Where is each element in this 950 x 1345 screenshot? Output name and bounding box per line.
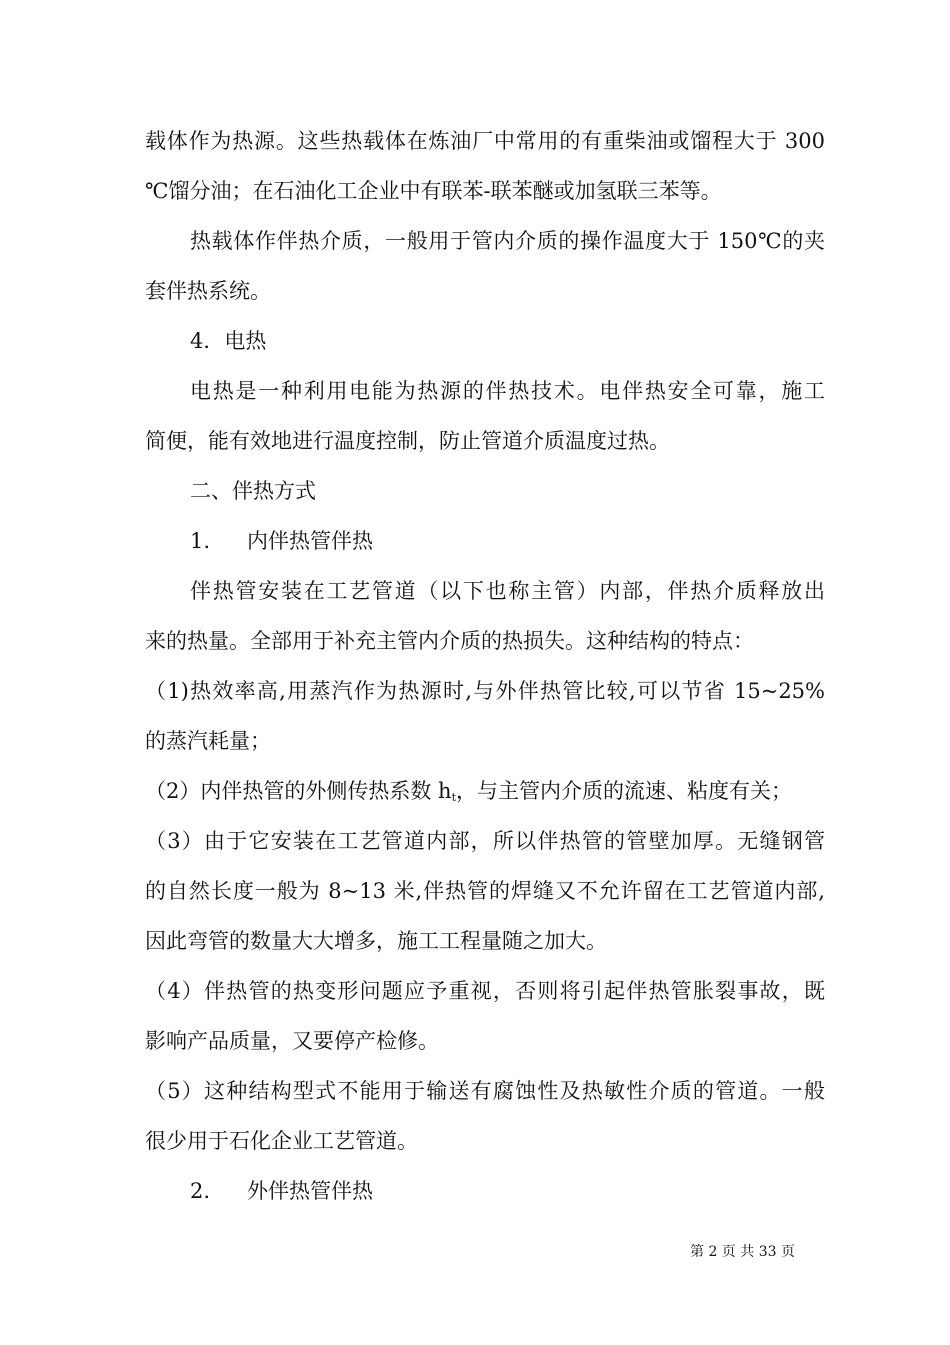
item-number: 2. xyxy=(190,1179,211,1203)
list-item-line: 的自然长度一般为 8~13 米,伴热管的焊缝又不允许留在工艺管道内部, xyxy=(145,879,825,903)
paragraph-line: 载体作为热源。这些热载体在炼油厂中常用的有重柴油或馏程大于 300 xyxy=(145,129,825,153)
list-item-line: 很少用于石化企业工艺管道。 xyxy=(145,1129,418,1153)
subsection-heading xyxy=(190,1176,825,1206)
paragraph-line: 简便，能有效地进行温度控制，防止管道介质温度过热。 xyxy=(145,429,670,453)
paragraph-line: 套伴热系统。 xyxy=(145,279,271,303)
section-heading: 二、伴热方式 xyxy=(190,479,316,503)
item-number: 1. xyxy=(190,529,211,553)
page-footer: 第 2 页 共 33 页 xyxy=(690,1244,795,1260)
list-item-line: （4）伴热管的热变形问题应予重视，否则将引起伴热管胀裂事故，既 xyxy=(145,979,825,1003)
list-item-line: （5）这种结构型式不能用于输送有腐蚀性及热敏性介质的管道。一般 xyxy=(145,1079,825,1103)
paragraph-line: ℃馏分油；在石油化工企业中有联苯-联苯醚或加氢联三苯等。 xyxy=(145,179,722,203)
section-heading: 4．电热 xyxy=(190,329,267,353)
subscript: t xyxy=(451,791,456,804)
list-item-line: （1)热效率高,用蒸汽作为热源时,与外伴热管比较,可以节省 15~25% xyxy=(145,679,825,703)
paragraph-line: 来的热量。全部用于补充主管内介质的热损失。这种结构的特点： xyxy=(145,629,754,653)
list-item-line: （3）由于它安装在工艺管道内部，所以伴热管的管壁加厚。无缝钢管 xyxy=(145,829,825,853)
list-item-text: ，与主管内介质的流速、粘度有关； xyxy=(455,779,792,803)
subsection-heading xyxy=(190,526,825,556)
list-item-line: 影响产品质量，又要停产检修。 xyxy=(145,1029,439,1053)
subsection-title: 外伴热管伴热 xyxy=(247,1179,373,1203)
list-item-line: 因此弯管的数量大大增多，施工工程量随之加大。 xyxy=(145,929,607,953)
list-item-text: （2）内伴热管的外侧传热系数 h xyxy=(145,779,452,803)
paragraph-line: 伴热管安装在工艺管道（以下也称主管）内部，伴热介质释放出 xyxy=(190,579,825,603)
paragraph-line: 热载体作伴热介质，一般用于管内介质的操作温度大于 150℃的夹 xyxy=(190,229,825,253)
paragraph-line: 电热是一种利用电能为热源的伴热技术。电伴热安全可靠，施工 xyxy=(190,379,825,403)
list-item-line: 的蒸汽耗量； xyxy=(145,729,271,753)
list-item-line xyxy=(145,776,825,813)
subsection-title: 内伴热管伴热 xyxy=(247,529,373,553)
